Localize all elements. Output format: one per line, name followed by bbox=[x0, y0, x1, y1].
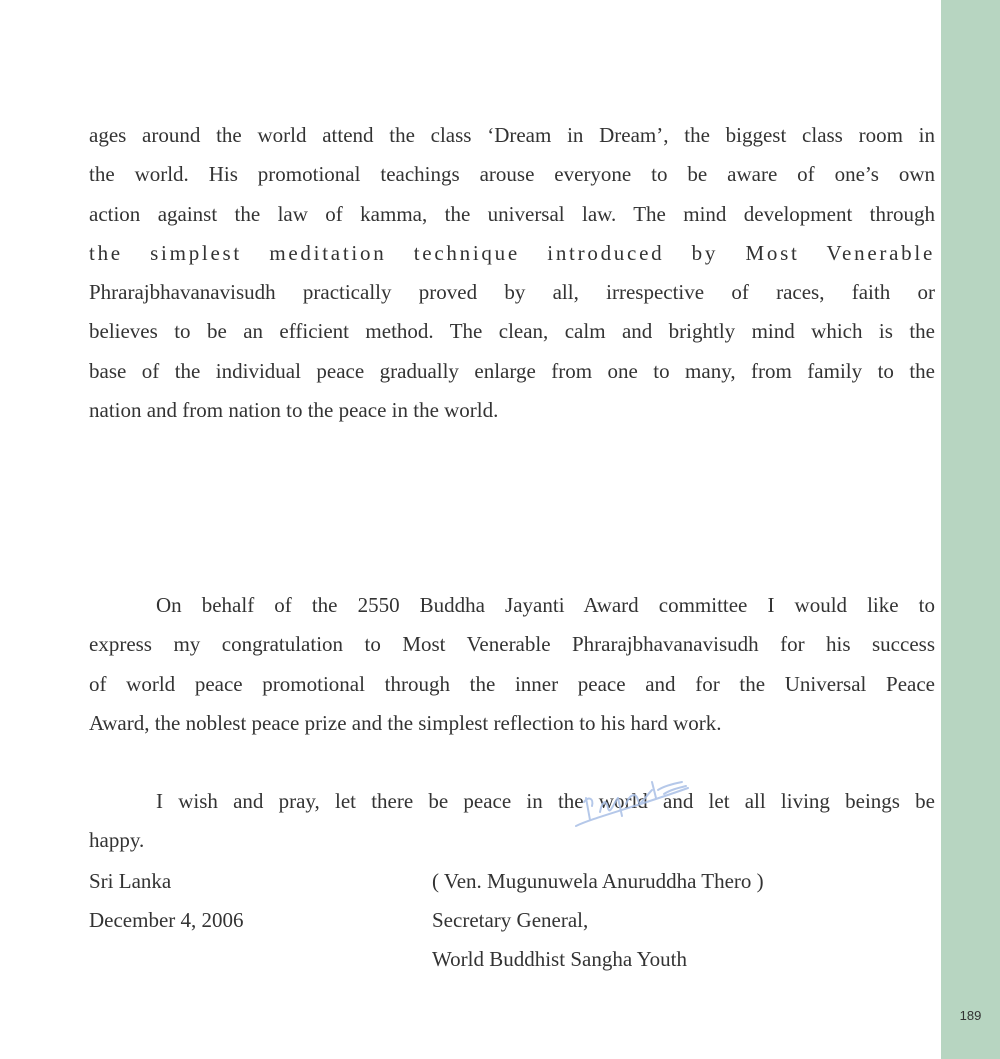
paragraph-line: nation and from nation to the peace in the world. bbox=[89, 398, 499, 423]
paragraph-1 bbox=[89, 116, 935, 430]
paragraph-line: the simplest meditation technique introduced by Most Venerable bbox=[89, 240, 935, 265]
paragraph-line: Phrarajbhavanavisudh practically proved by all, irrespective of races, faith or bbox=[89, 280, 935, 305]
paragraph-line: express my congratulation to Most Venerable Phrarajbhavanavisudh for his success bbox=[89, 632, 935, 657]
signature-image bbox=[572, 768, 692, 830]
paragraph-line: believes to be an efficient method. The clean, calm and brightly mind which is the bbox=[89, 319, 935, 344]
signer-name: ( Ven. Mugunuwela Anuruddha Thero ) bbox=[432, 869, 764, 893]
paragraph-3 bbox=[89, 782, 935, 861]
paragraph-2 bbox=[89, 586, 935, 743]
paragraph-line: On behalf of the 2550 Buddha Jayanti Award committee I would like to bbox=[156, 593, 935, 617]
signer-organization: World Buddhist Sangha Youth bbox=[432, 947, 688, 971]
paragraph-line: of world peace promotional through the inner peace and for the Universal Peace bbox=[89, 671, 935, 696]
paragraph-line: ages around the world attend the class ‘Dream in Dream’, the biggest class room in bbox=[89, 123, 935, 147]
paragraph-line: Award, the noblest peace prize and the simplest reflection to his hard work. bbox=[89, 710, 722, 735]
place: Sri Lanka bbox=[89, 869, 172, 893]
page-number: 189 bbox=[959, 1008, 982, 1023]
date: December 4, 2006 bbox=[89, 908, 244, 932]
page-margin-band bbox=[941, 0, 1000, 1059]
paragraph-line: I wish and pray, let there be peace in the world and let all living beings be bbox=[156, 789, 935, 813]
paragraph-line: action against the law of kamma, the universal law. The mind development through bbox=[89, 201, 935, 226]
signer-block bbox=[432, 862, 764, 979]
letter-body bbox=[89, 116, 935, 853]
paragraph-line: base of the individual peace gradually enlarge from one to many, from family to the bbox=[89, 358, 935, 383]
signer-title: Secretary General, bbox=[432, 908, 589, 932]
place-and-date bbox=[89, 862, 244, 940]
paragraph-line: the world. His promotional teachings arouse everyone to be aware of one’s own bbox=[89, 162, 935, 187]
paragraph-line: happy. bbox=[89, 828, 145, 853]
